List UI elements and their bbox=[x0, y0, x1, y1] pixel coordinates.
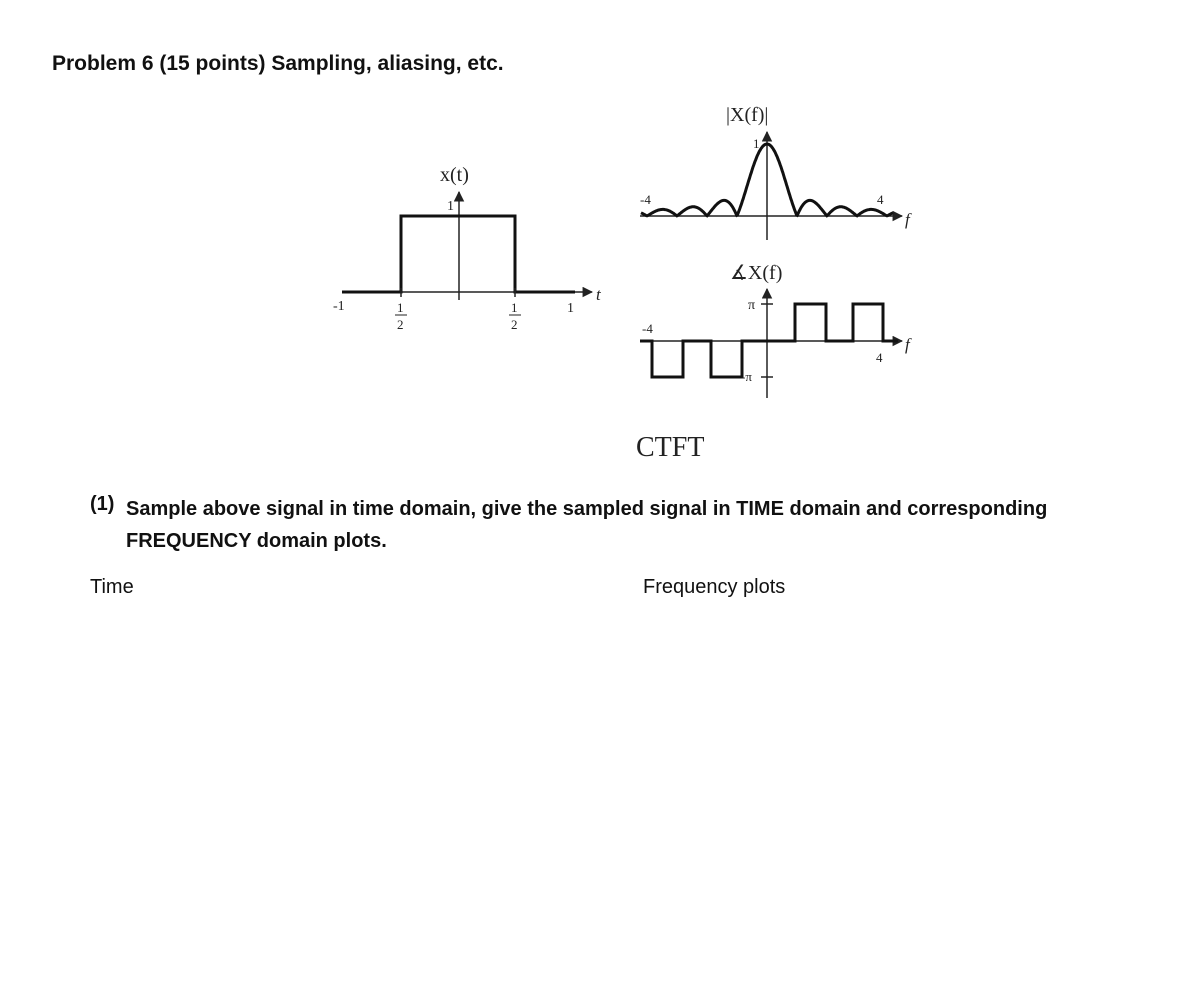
ctft-figure bbox=[0, 0, 1200, 480]
phase-tick-right: 4 bbox=[876, 350, 883, 365]
frequency-answer-label: Frequency plots bbox=[643, 576, 786, 598]
time-plot bbox=[333, 164, 602, 332]
problem-heading: Problem 6 (15 points) Sampling, aliasing, etc. bbox=[52, 52, 504, 75]
time-answer-label: Time bbox=[90, 576, 134, 598]
magnitude-axis-var: f bbox=[905, 210, 910, 229]
time-amplitude-label: 1 bbox=[447, 199, 454, 214]
tick-neg-half-num: 1 bbox=[397, 300, 404, 315]
tick-neg-half-den: 2 bbox=[397, 317, 404, 332]
tick-neg-one: -1 bbox=[333, 299, 345, 314]
phase-pos-label: π bbox=[748, 298, 756, 313]
magnitude-plot bbox=[640, 104, 912, 240]
question-text: Sample above signal in time domain, give the sampled signal in TIME domain and corresponding FREQUENCY domain plots. bbox=[126, 498, 1048, 552]
phase-neg-label: -π bbox=[741, 369, 752, 384]
phase-axis-var: f bbox=[905, 335, 910, 354]
magnitude-tick-right: 4 bbox=[877, 192, 884, 207]
magnitude-tick-left: -4 bbox=[640, 192, 651, 207]
phase-plot bbox=[640, 262, 912, 398]
question-number: (1) bbox=[90, 493, 115, 515]
magnitude-plot-title: |X(f)| bbox=[726, 104, 769, 126]
tick-pos-half-num: 1 bbox=[511, 300, 518, 315]
time-axis-var: t bbox=[596, 285, 601, 304]
tick-pos-one: 1 bbox=[567, 301, 574, 316]
phase-tick-left: -4 bbox=[642, 321, 653, 336]
figure-caption: CTFT bbox=[636, 432, 705, 463]
magnitude-amplitude-label: 1 bbox=[753, 136, 760, 151]
tick-pos-half-den: 2 bbox=[511, 317, 518, 332]
phase-plot-title: ∡X(f) bbox=[730, 262, 783, 284]
time-plot-title: x(t) bbox=[440, 164, 469, 186]
